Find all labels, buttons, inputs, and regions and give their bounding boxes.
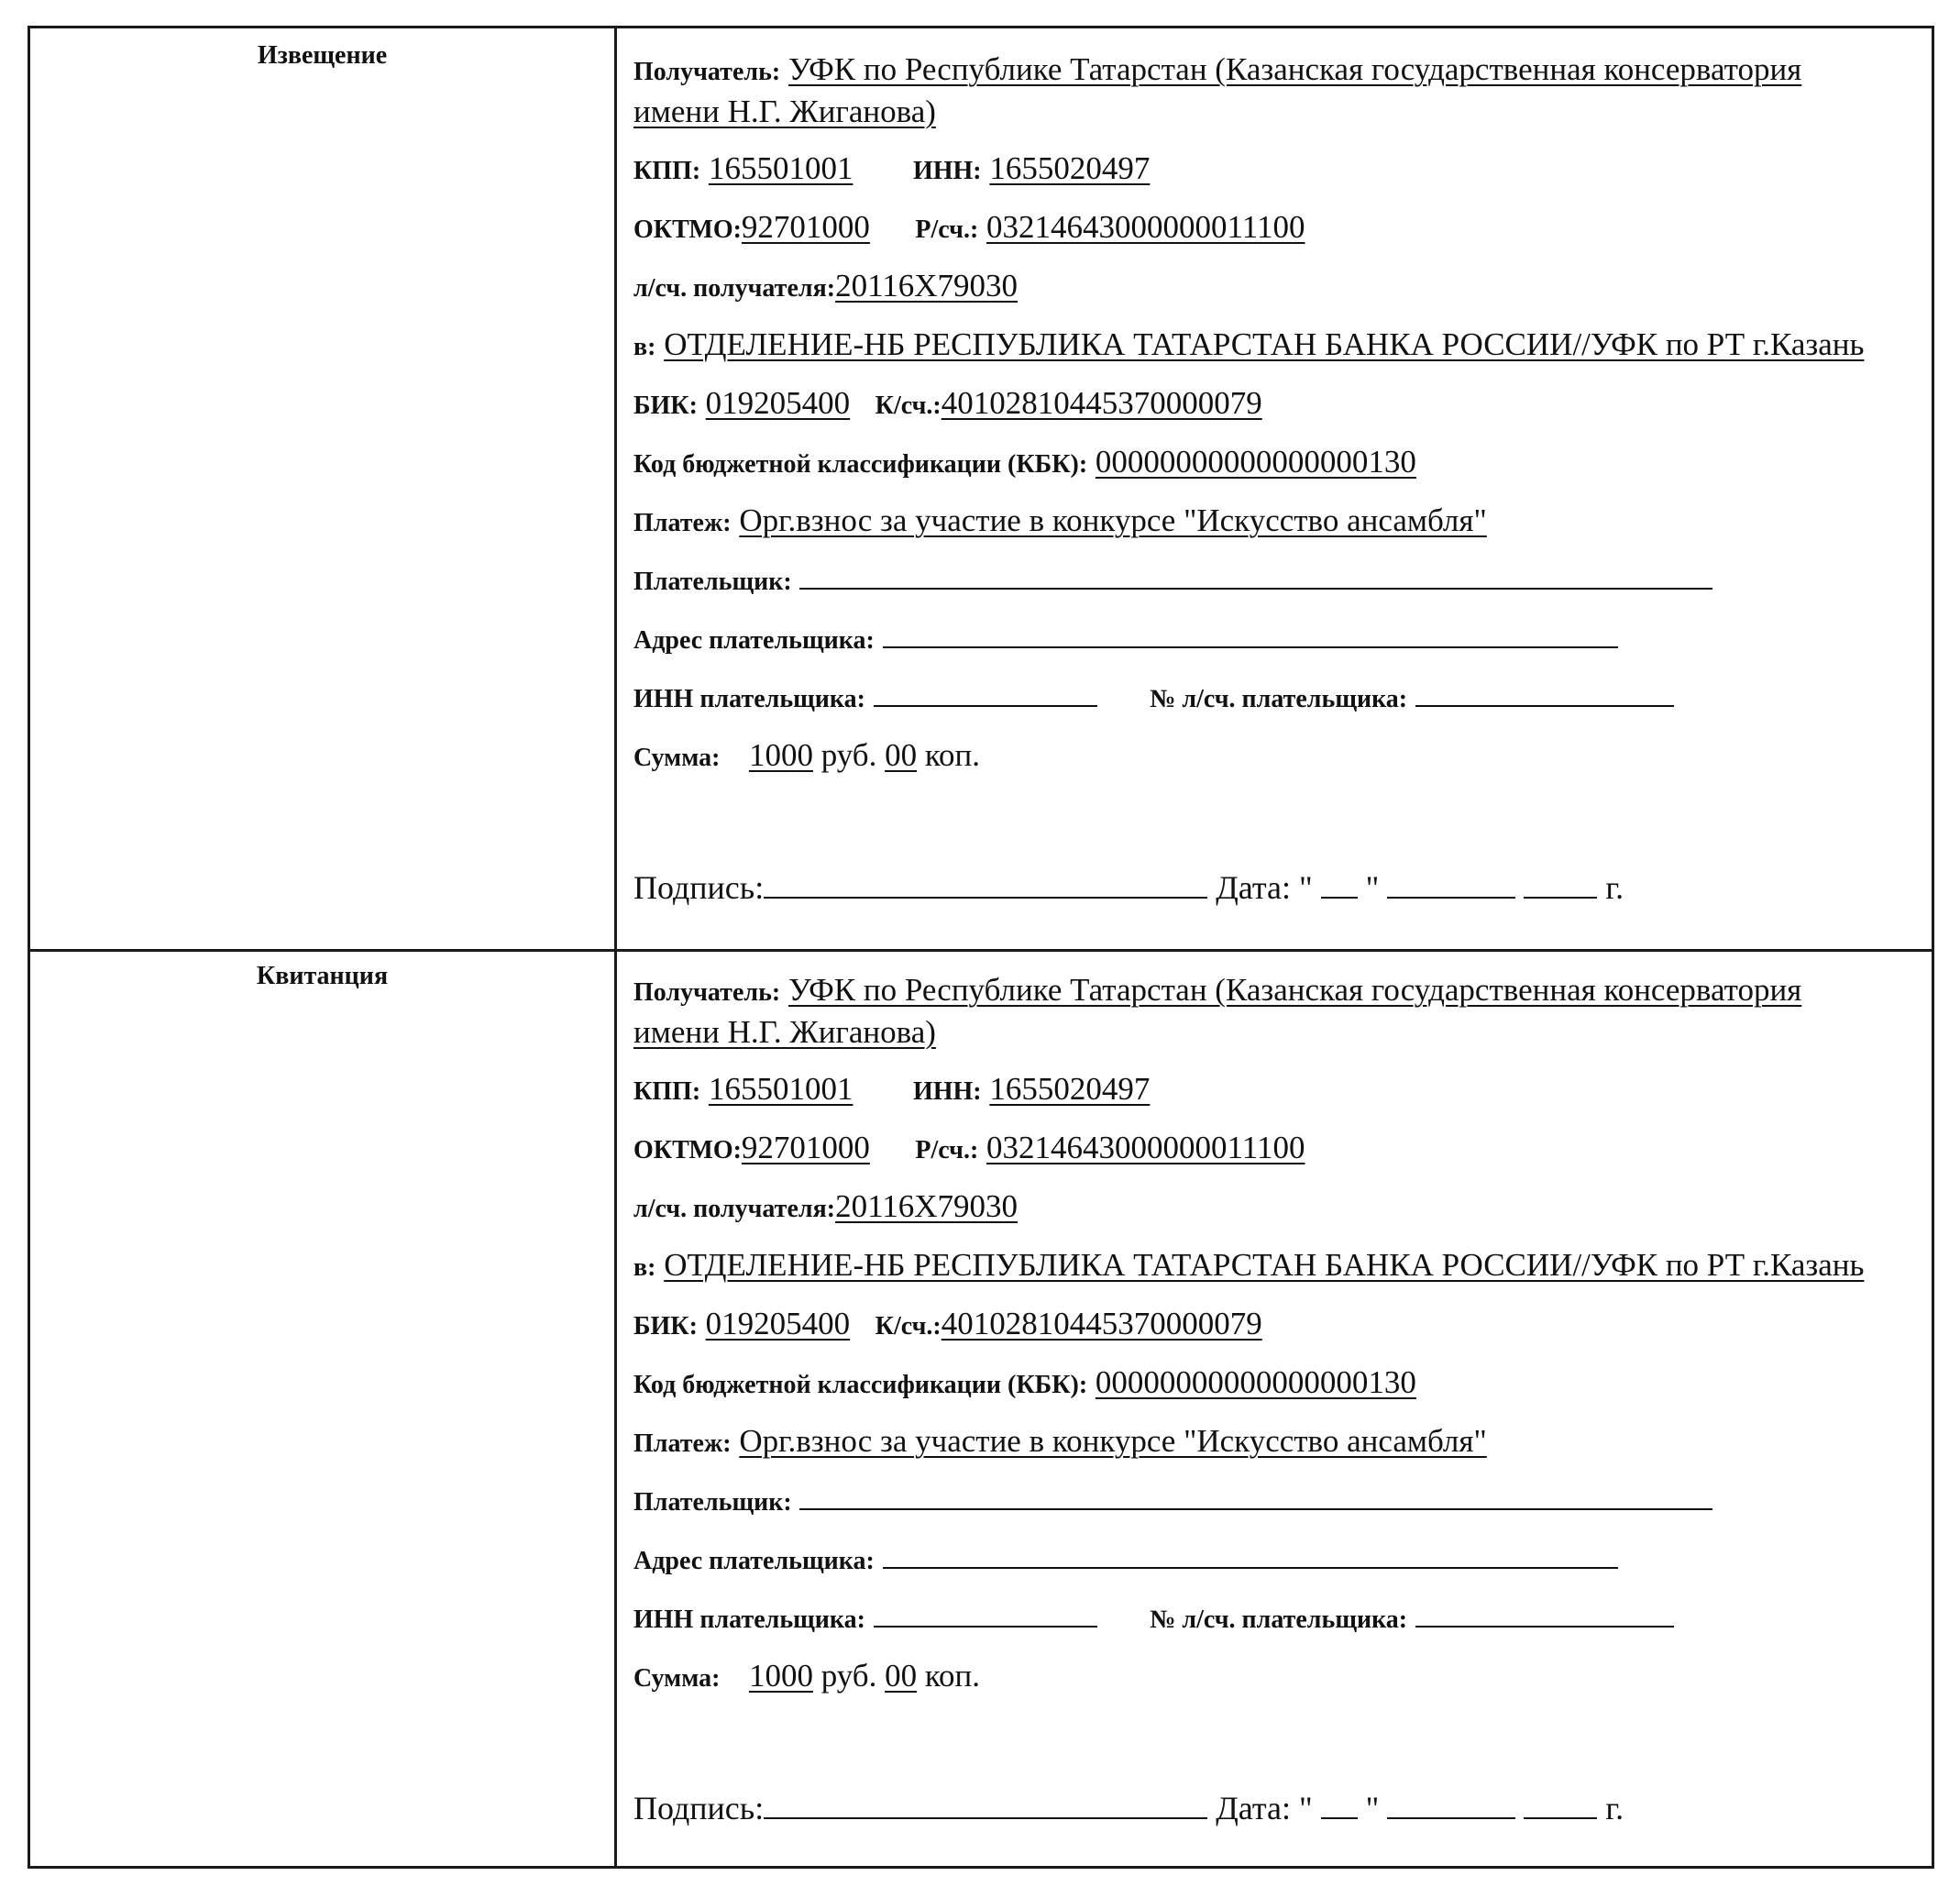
payer-address-row <box>633 617 1618 662</box>
bank-row <box>633 324 1864 369</box>
signature-field[interactable] <box>764 869 1207 899</box>
oktmo-rs-row <box>633 1127 1305 1172</box>
payer-account-field[interactable] <box>1415 678 1674 707</box>
oktmo-label: ОКТМО: <box>633 215 742 244</box>
payer-account-field[interactable] <box>1415 1598 1674 1628</box>
payer-inn-label: ИНН плательщика: <box>633 685 865 713</box>
recipient-row <box>633 969 1801 1014</box>
notice-section <box>30 28 1932 952</box>
recipient-label: Получатель: <box>633 978 781 1007</box>
recipient-value: УФК по Республике Татарстан (Казанская государственная консерватория <box>787 51 1802 87</box>
date-year-field[interactable] <box>1524 869 1597 899</box>
rs-value: 03214643000000011100 <box>986 1130 1305 1165</box>
payment-value: Орг.взнос за участие в конкурсе "Искусство ансамбля" <box>739 502 1487 538</box>
rs-value: 03214643000000011100 <box>986 209 1305 245</box>
rs-label: Р/сч.: <box>915 1136 979 1164</box>
kpp-inn-row <box>633 148 1150 193</box>
ls-row <box>633 1186 1018 1230</box>
ls-value: 20116Х79030 <box>835 268 1019 303</box>
payer-label: Плательщик: <box>633 1488 792 1517</box>
notice-label-column <box>30 28 617 949</box>
kbk-value: 00000000000000000130 <box>1095 1364 1416 1400</box>
sum-kop-value: 00 <box>885 1658 918 1694</box>
sum-label: Сумма: <box>633 1664 721 1693</box>
rs-label: Р/сч.: <box>915 215 979 244</box>
payment-row <box>633 500 1487 545</box>
payer-inn-field[interactable] <box>874 1598 1097 1628</box>
payer-address-field[interactable] <box>883 619 1618 648</box>
payer-inn-row <box>633 676 1674 721</box>
bik-label: БИК: <box>633 1312 698 1341</box>
kpp-label: КПП: <box>633 157 701 185</box>
recipient-value-cont: имени Н.Г. Жиганова) <box>633 94 936 129</box>
payer-account-label: № л/сч. плательщика: <box>1150 1606 1408 1634</box>
bik-value: 019205400 <box>705 1306 851 1341</box>
signature-label: Подпись: <box>633 869 765 906</box>
kpp-inn-row <box>633 1068 1150 1113</box>
kbk-row <box>633 441 1416 486</box>
date-day-field[interactable] <box>1321 1790 1358 1819</box>
payer-address-field[interactable] <box>883 1539 1618 1569</box>
oktmo-label: ОКТМО: <box>633 1136 742 1164</box>
recipient-row-cont <box>633 1011 936 1054</box>
payer-address-label: Адрес плательщика: <box>633 1547 875 1575</box>
kbk-label: Код бюджетной классификации (КБК): <box>633 1371 1088 1399</box>
payer-address-label: Адрес плательщика: <box>633 626 875 655</box>
section-title: Извещение <box>257 41 388 70</box>
year-suffix: г. <box>1605 1790 1624 1826</box>
date-quote: " <box>1365 869 1380 906</box>
kop-text: коп. <box>924 1658 981 1694</box>
oktmo-rs-row <box>633 206 1305 251</box>
payment-label: Платеж: <box>633 1429 732 1458</box>
inn-value: 1655020497 <box>989 1071 1151 1107</box>
sum-kop-value: 00 <box>885 737 918 773</box>
recipient-value-cont: имени Н.Г. Жиганова) <box>633 1014 936 1050</box>
bank-value: ОТДЕЛЕНИЕ-НБ РЕСПУБЛИКА ТАТАРСТАН БАНКА РОССИИ//УФК по РТ г.Казань <box>664 326 1865 362</box>
ks-label: К/сч.: <box>875 1312 941 1341</box>
rub-text: руб. <box>820 737 877 773</box>
bik-value: 019205400 <box>705 385 851 421</box>
payer-field[interactable] <box>799 1481 1712 1510</box>
year-suffix: г. <box>1605 869 1624 906</box>
ls-value: 20116Х79030 <box>835 1188 1019 1224</box>
oktmo-value: 92701000 <box>741 209 870 245</box>
signature-row <box>633 866 1624 909</box>
ls-row <box>633 265 1018 310</box>
ls-label: л/сч. получателя: <box>633 1195 836 1223</box>
kbk-label: Код бюджетной классификации (КБК): <box>633 450 1088 479</box>
date-month-field[interactable] <box>1387 869 1515 899</box>
payer-inn-row <box>633 1596 1674 1641</box>
date-year-field[interactable] <box>1524 1790 1597 1819</box>
payer-address-row <box>633 1538 1618 1583</box>
bank-value: ОТДЕЛЕНИЕ-НБ РЕСПУБЛИКА ТАТАРСТАН БАНКА РОССИИ//УФК по РТ г.Казань <box>664 1247 1865 1283</box>
ls-label: л/сч. получателя: <box>633 274 836 303</box>
payer-field[interactable] <box>799 560 1712 590</box>
recipient-label: Получатель: <box>633 58 781 86</box>
kbk-value: 00000000000000000130 <box>1095 444 1416 480</box>
receipt-details <box>617 949 1932 1866</box>
sum-row <box>633 734 980 779</box>
inn-value: 1655020497 <box>989 150 1151 186</box>
payer-label: Плательщик: <box>633 568 792 596</box>
sum-rub-value: 1000 <box>748 737 813 773</box>
kpp-value: 165501001 <box>708 1071 853 1107</box>
oktmo-value: 92701000 <box>741 1130 870 1165</box>
date-quote: " <box>1365 1790 1380 1826</box>
inn-label: ИНН: <box>912 1077 982 1106</box>
kpp-label: КПП: <box>633 1077 701 1106</box>
date-label: Дата: " <box>1216 869 1313 906</box>
receipt-section <box>30 949 1932 1866</box>
receipt-label-column <box>30 949 617 1866</box>
ks-label: К/сч.: <box>875 392 941 420</box>
sum-row <box>633 1655 980 1700</box>
bank-row <box>633 1244 1864 1289</box>
section-title: Квитанция <box>256 962 389 990</box>
signature-field[interactable] <box>764 1790 1207 1819</box>
payer-row <box>633 558 1712 603</box>
kop-text: коп. <box>924 737 981 773</box>
rub-text: руб. <box>820 1658 877 1694</box>
ks-value: 40102810445370000079 <box>941 385 1262 421</box>
payer-row <box>633 1479 1712 1524</box>
notice-details <box>617 28 1932 949</box>
signature-label: Подпись: <box>633 1790 765 1826</box>
bik-ks-row <box>633 1303 1262 1348</box>
bank-label: в: <box>633 1253 656 1282</box>
recipient-row <box>633 49 1801 94</box>
payment-row <box>633 1420 1487 1465</box>
payment-form <box>28 26 1934 1869</box>
bik-label: БИК: <box>633 392 698 420</box>
recipient-value: УФК по Республике Татарстан (Казанская государственная консерватория <box>787 972 1802 1008</box>
date-label: Дата: " <box>1216 1790 1313 1826</box>
ks-value: 40102810445370000079 <box>941 1306 1262 1341</box>
signature-row <box>633 1787 1624 1829</box>
bik-ks-row <box>633 382 1262 427</box>
kbk-row <box>633 1362 1416 1407</box>
bank-label: в: <box>633 333 656 361</box>
payment-label: Платеж: <box>633 509 732 537</box>
payer-account-label: № л/сч. плательщика: <box>1150 685 1408 713</box>
recipient-row-cont <box>633 91 936 133</box>
sum-rub-value: 1000 <box>748 1658 813 1694</box>
kpp-value: 165501001 <box>708 150 853 186</box>
date-day-field[interactable] <box>1321 869 1358 899</box>
payment-value: Орг.взнос за участие в конкурсе "Искусство ансамбля" <box>739 1423 1487 1459</box>
sum-label: Сумма: <box>633 744 721 772</box>
payer-inn-field[interactable] <box>874 678 1097 707</box>
inn-label: ИНН: <box>912 157 982 185</box>
payer-inn-label: ИНН плательщика: <box>633 1606 865 1634</box>
date-month-field[interactable] <box>1387 1790 1515 1819</box>
